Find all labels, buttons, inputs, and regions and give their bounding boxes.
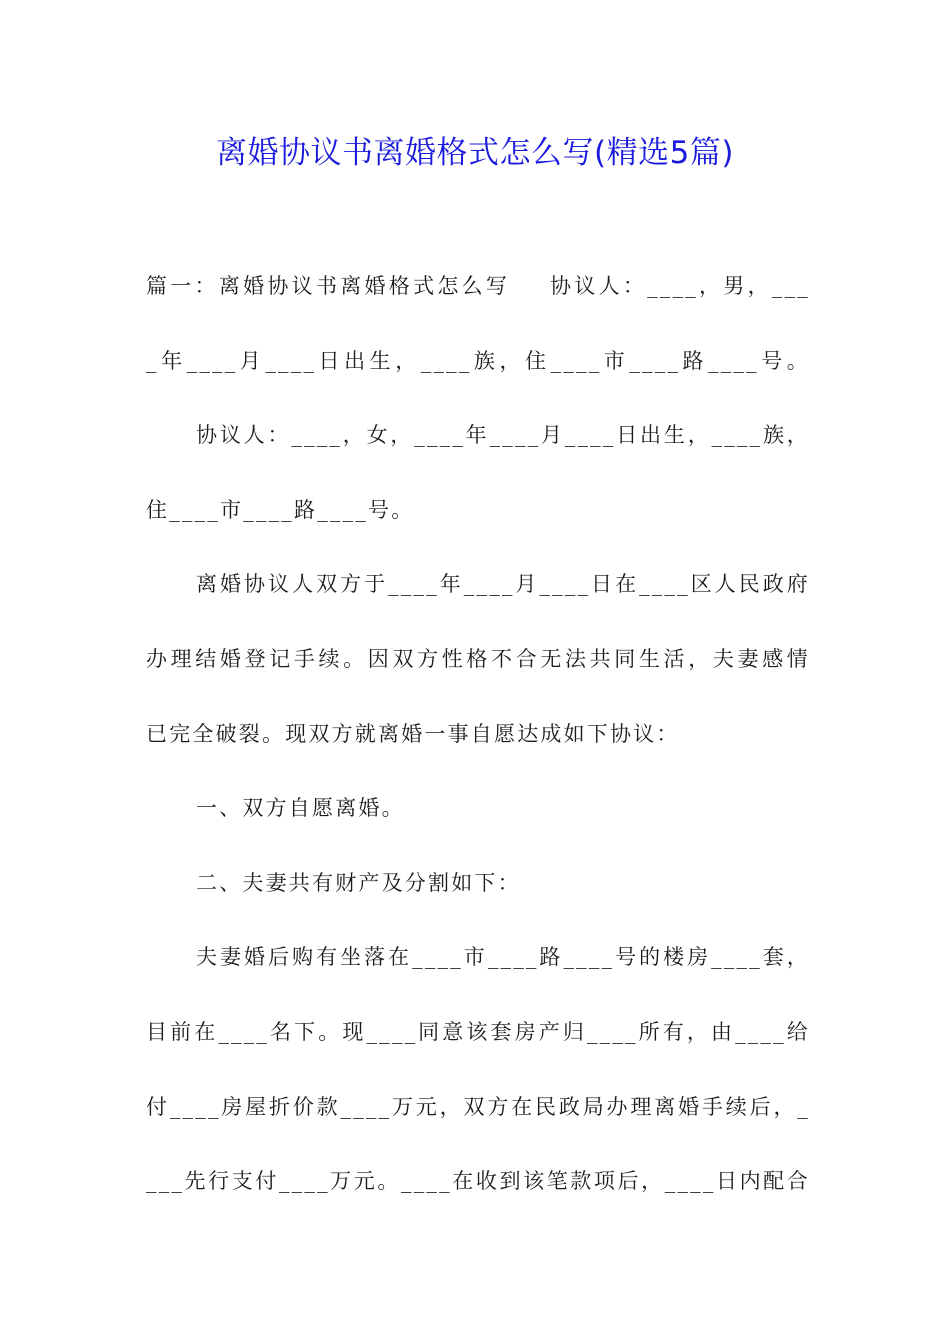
- text-line: 篇一：离婚协议书离婚格式怎么写 协议人：____，男，___: [146, 274, 810, 298]
- text-line: 已完全破裂。现双方就离婚一事自愿达成如下协议：: [146, 721, 680, 746]
- text-line: 夫妻婚后购有坐落在____市____路____号的楼房____套，: [196, 945, 810, 970]
- text-line: 付____房屋折价款____万元，双方在民政局办理离婚手续后，_: [146, 1094, 810, 1119]
- document-title: 离婚协议书离婚格式怎么写(精选5篇): [216, 135, 734, 171]
- text-line: 协议人：____，女，____年____月____日出生，____族，: [196, 423, 810, 448]
- text-line: 目前在____名下。现____同意该套房产归____所有，由____给: [146, 1019, 810, 1044]
- text-line: 离婚协议人双方于____年____月____日在____区人民政府: [196, 572, 810, 597]
- text-line: ___先行支付____万元。____在收到该笔款项后，____日内配合: [146, 1169, 810, 1194]
- document-body: [146, 264, 810, 1234]
- text-line: _年____月____日出生，____族，住____市____路____号。: [146, 348, 810, 373]
- text-line: 办理结婚登记手续。因双方性格不合无法共同生活，夫妻感情: [146, 646, 810, 671]
- text-line: 一、双方自愿离婚。: [196, 796, 405, 821]
- text-line: 住____市____路____号。: [146, 497, 415, 522]
- text-line: 二、夫妻共有财产及分割如下：: [196, 870, 521, 895]
